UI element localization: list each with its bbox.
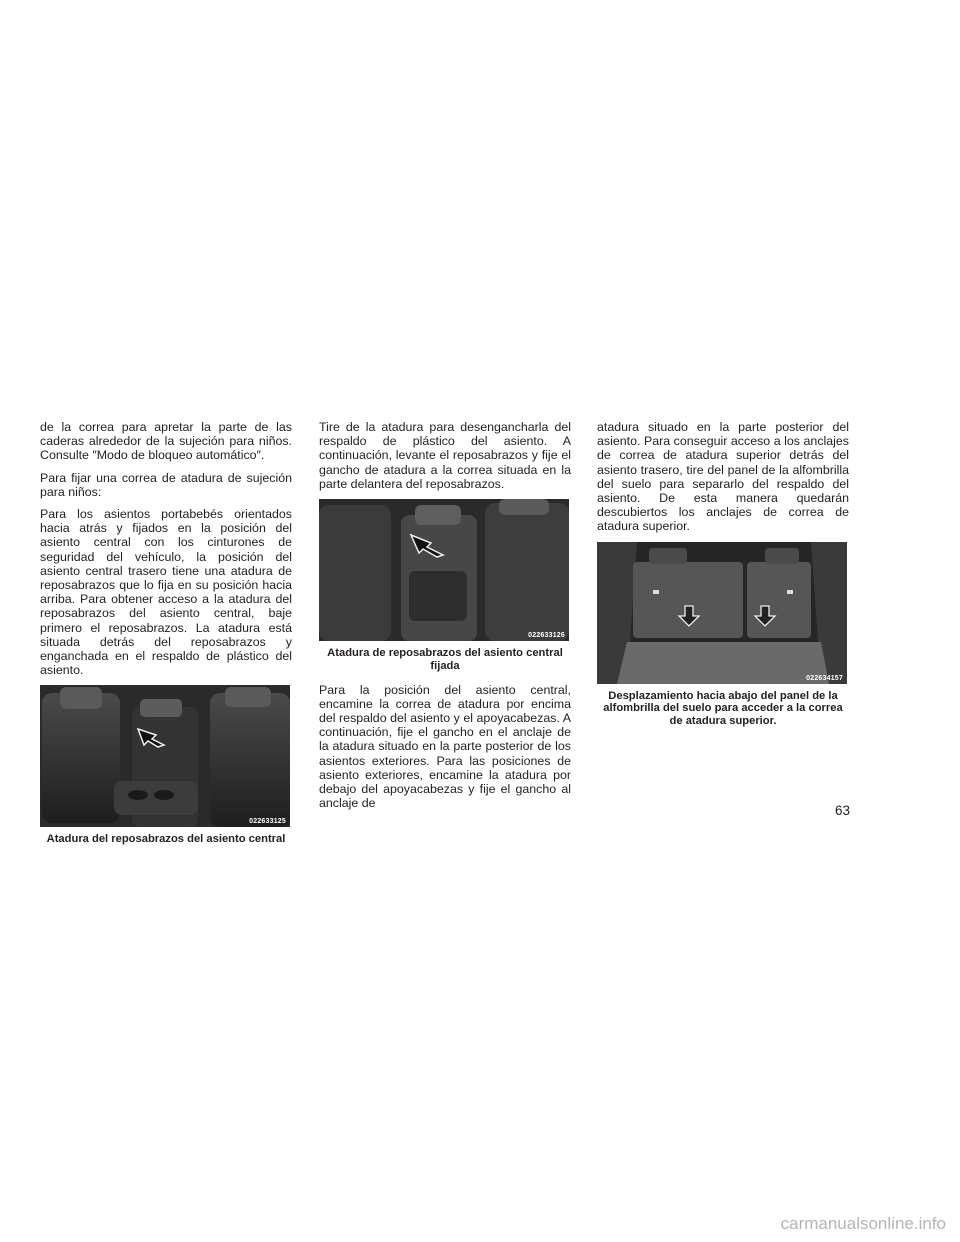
watermark: carmanualsonline.info [780,1214,946,1233]
figure-code: 022633126 [528,632,565,640]
figure-caption: Desplazamiento hacia abajo del panel de la alfombrilla del suelo para acceder a la correa de atadura superior. [603,689,843,728]
page-number: 63 [834,803,850,818]
paragraph: de la correa para apretar la parte de las caderas alrededor de la sujeción para niños. Consulte ″Modo de bloqueo automático″. [40,420,292,463]
paragraph: Tire de la atadura para desengancharla del respaldo de plástico del asiento. A continuación, levante el reposabrazos y fije el gancho de atadura a la correa situada en la parte delantera del reposabrazos. [319,420,571,491]
cargo-illustration [597,542,847,684]
figure-cargo-floor-panel [597,542,847,684]
figure-code: 022633125 [249,818,286,826]
paragraph: Para los asientos portabebés orientados hacia atrás y fijados en la posición del asiento central con los cinturones de seguridad del vehículo, la posición del asiento central trasero tiene una atadura de reposabrazos que lo fija en su posición hacia arriba. Para obtener acceso a la atadura del reposabrazos del asiento central, baje primero el reposabrazos. La atadura está situada detrás del reposabrazos y enganchada en el respaldo de plástico del asiento. [40,507,292,678]
column-2 [319,420,571,818]
paragraph: Para fijar una correa de atadura de sujeción para niños: [40,470,292,499]
seat-illustration [319,499,569,641]
figure-code: 022634157 [806,674,843,682]
seat-illustration [40,685,290,827]
column-3 [597,420,849,738]
figure-caption: Atadura del reposabrazos del asiento central [46,833,286,846]
column-1 [40,420,292,856]
figure-caption: Atadura de reposabrazos del asiento central fijada [327,647,563,672]
paragraph: atadura situado en la parte posterior del asiento. Para conseguir acceso a los anclajes de correa de atadura superior detrás del asiento trasero, tire del panel de la alfombrilla del suelo para separarlo del respaldo del asiento. De esta manera quedarán descubiertos los anclajes de correa de atadura superior. [597,420,849,534]
figure-center-armrest-tether-fixed [319,499,569,641]
figure-center-armrest-tether [40,685,290,827]
paragraph: Para la posición del asiento central, encamine la correa de atadura por encima del respaldo del asiento y el apoyacabezas. A continuación, fije el gancho en el anclaje de la atadura situado en la parte posterior de los asientos exteriores. Para las posiciones de asiento exteriores, encamine la atadura por debajo del apoyacabezas y fije el gancho al anclaje de [319,682,571,811]
